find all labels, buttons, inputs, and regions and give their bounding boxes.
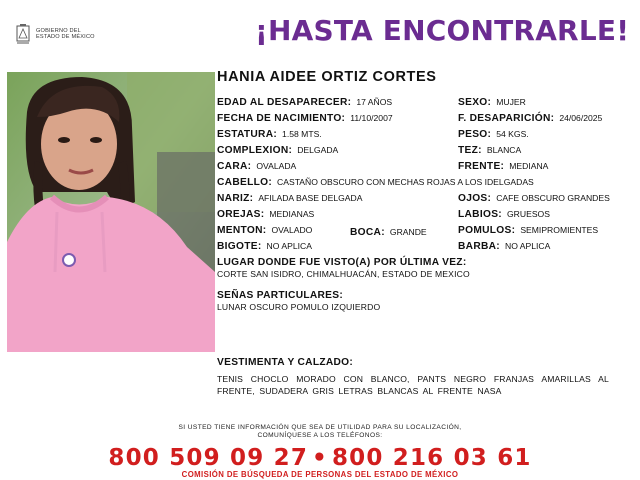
field-value: DELGADA — [297, 145, 339, 155]
field-cara — [217, 161, 296, 172]
field-value: 54 KGS. — [496, 129, 529, 139]
missing-person-photo — [7, 72, 215, 352]
field-value: MEDIANAS — [269, 209, 315, 219]
coat-of-arms-icon — [14, 23, 32, 45]
field-complexion — [217, 145, 338, 156]
clothing-label: VESTIMENTA Y CALZADO: — [217, 357, 354, 368]
field-value: OVALADO — [271, 225, 313, 235]
field-ojos — [458, 193, 610, 204]
contact-instructions: SI USTED TIENE INFORMACIÓN QUE SEA DE UTILIDAD PARA SU LOCALIZACIÓN, COMUNÍQUESE A LOS TELÉFONOS: — [178, 424, 462, 439]
field-label: OREJAS: — [217, 209, 265, 220]
field-nariz — [217, 193, 362, 204]
phone-number-2[interactable]: 800 216 03 61 — [331, 445, 532, 471]
commission-name: COMISIÓN DE BÚSQUEDA DE PERSONAS DEL ESTADO DE MÉXICO — [181, 470, 459, 479]
field-label: COMPLEXION: — [217, 145, 293, 156]
field-label: POMULOS: — [458, 225, 516, 236]
field-bigote — [217, 241, 312, 252]
field-label: TEZ: — [458, 145, 482, 156]
field-tez — [458, 145, 521, 156]
phone-separator: • — [312, 445, 328, 471]
field-label: PESO: — [458, 129, 492, 140]
field-value: 11/10/2007 — [350, 113, 393, 123]
field-boca — [350, 227, 427, 238]
field-value: SEMIPROMIENTES — [520, 225, 599, 235]
last-seen-value: CORTE SAN ISIDRO, CHIMALHUACÁN, ESTADO DE MEXICO — [217, 269, 470, 279]
field-label: CABELLO: — [217, 177, 273, 188]
field-label: FECHA DE NACIMIENTO: — [217, 113, 346, 124]
field-value: GRUESOS — [506, 209, 550, 219]
field-peso — [458, 129, 529, 140]
field-value: NO APLICA — [504, 241, 551, 251]
marks-value: LUNAR OSCURO POMULO IZQUIERDO — [217, 302, 381, 312]
field-edad — [217, 97, 392, 108]
field-value: MUJER — [496, 97, 526, 107]
field-value: AFILADA BASE DELGADA — [258, 193, 363, 203]
field-pomulos — [458, 225, 598, 236]
field-label: F. DESAPARICIÓN: — [458, 113, 555, 124]
field-desaparicion — [458, 113, 602, 124]
field-value: CASTAÑO OBSCURO CON MECHAS ROJAS A LOS IDELGADAS — [277, 177, 534, 187]
field-value: BLANCA — [486, 145, 522, 155]
field-label: BIGOTE: — [217, 241, 262, 252]
field-menton — [217, 225, 312, 236]
last-seen-label: LUGAR DONDE FUE VISTO(A) POR ÚLTIMA VEZ: — [217, 257, 467, 268]
field-label: OJOS: — [458, 193, 492, 204]
field-label: BOCA: — [350, 227, 385, 238]
field-label: BARBA: — [458, 241, 500, 252]
portrait-illustration — [7, 72, 215, 352]
field-value: 1.58 MTS. — [282, 129, 322, 139]
phone-numbers — [0, 445, 640, 471]
field-label: ESTATURA: — [217, 129, 278, 140]
field-value: MEDIANA — [509, 161, 549, 171]
field-label: CARA: — [217, 161, 252, 172]
field-value: NO APLICA — [266, 241, 312, 251]
marks-label: SEÑAS PARTICULARES: — [217, 290, 344, 301]
government-logo — [14, 22, 124, 46]
field-estatura — [217, 129, 322, 140]
headline: ¡HASTA ENCONTRARLE! — [255, 14, 630, 47]
field-value: GRANDE — [389, 227, 427, 237]
field-cabello — [217, 177, 534, 188]
field-label: EDAD AL DESAPARECER: — [217, 97, 352, 108]
field-nacimiento — [217, 113, 393, 124]
phone-number-1[interactable]: 800 509 09 27 — [108, 445, 309, 471]
field-label: SEXO: — [458, 97, 492, 108]
clothing-value: TENIS CHOCLO MORADO CON BLANCO, PANTS NEGRO FRANJAS AMARILLAS AL FRENTE, SUDADERA GRIS LETRAS BLANCAS AL FRENTE NASA — [217, 374, 609, 396]
field-frente — [458, 161, 548, 172]
field-sexo — [458, 97, 526, 108]
field-orejas — [217, 209, 314, 220]
field-value: CAFE OBSCURO GRANDES — [496, 193, 610, 203]
field-label: FRENTE: — [458, 161, 505, 172]
field-value: OVALADA — [256, 161, 297, 171]
field-barba — [458, 241, 550, 252]
field-label: MENTON: — [217, 225, 267, 236]
field-label: LABIOS: — [458, 209, 502, 220]
logo-text: GOBIERNO DEL ESTADO DE MÉXICO — [36, 27, 95, 40]
person-name: HANIA AIDEE ORTIZ CORTES — [217, 69, 437, 85]
field-value: 24/06/2025 — [559, 113, 603, 123]
field-value: 17 AÑOS — [356, 97, 393, 107]
field-labios — [458, 209, 550, 220]
field-label: NARIZ: — [217, 193, 254, 204]
